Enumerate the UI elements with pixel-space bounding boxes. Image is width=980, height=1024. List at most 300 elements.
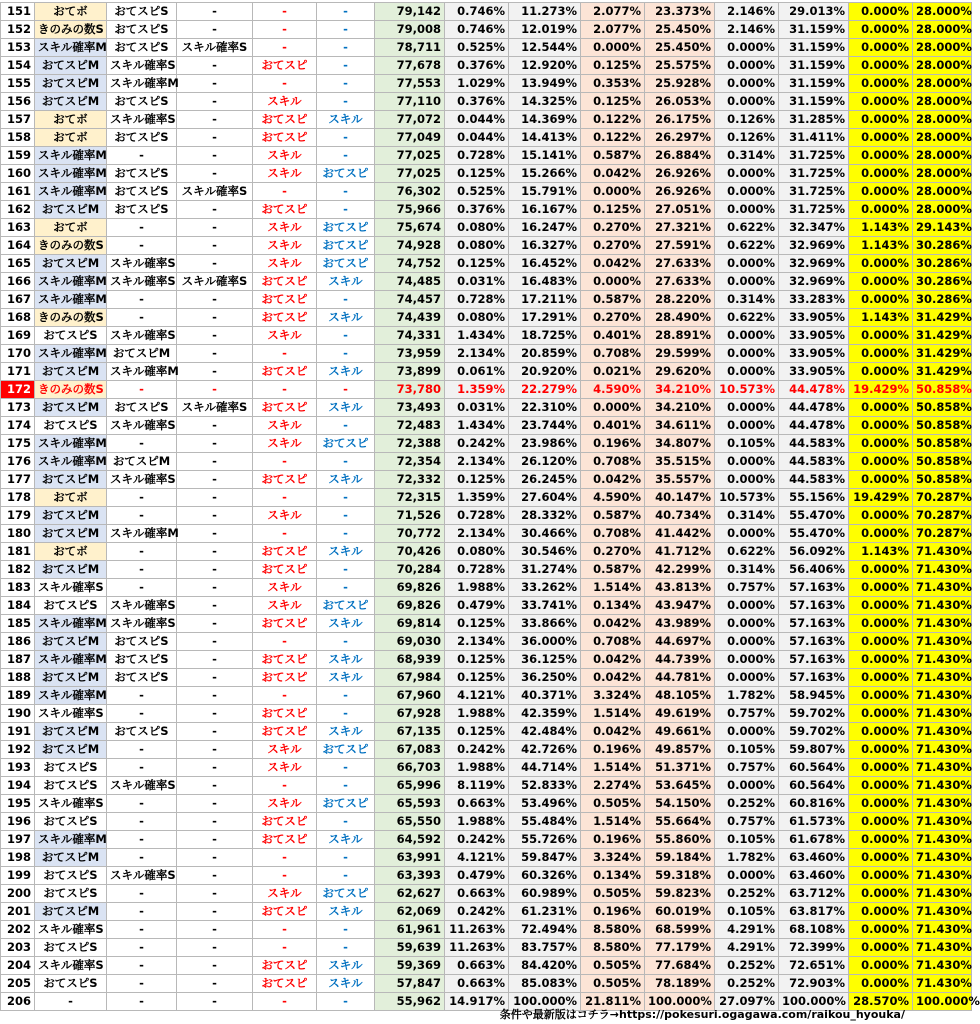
- cum-prob-cell: 12.544%: [509, 39, 581, 57]
- sub-skill-1-cell: スキル確率S: [107, 57, 177, 75]
- nature-down-cell: -: [317, 579, 375, 597]
- nature-up-cell: -: [253, 39, 317, 57]
- table-row: [1, 93, 972, 111]
- prob-cell: 0.125%: [445, 723, 509, 741]
- score-cell: 62,627: [375, 885, 445, 903]
- table-row: [1, 597, 972, 615]
- sub-skill-2-cell: -: [177, 759, 253, 777]
- prob-b-cell: 0.587%: [581, 291, 645, 309]
- rank-cell: 185: [1, 615, 35, 633]
- rank-cell: 205: [1, 975, 35, 993]
- nature-up-cell: おてスピ: [253, 399, 317, 417]
- prob-cell: 0.376%: [445, 201, 509, 219]
- prob-d-cell: 28.570%: [849, 993, 913, 1011]
- prob-c-cell: 0.126%: [715, 111, 779, 129]
- nature-down-cell: -: [317, 39, 375, 57]
- cum-prob-cell: 14.325%: [509, 93, 581, 111]
- table-row: [1, 651, 972, 669]
- prob-c-cell: 0.000%: [715, 201, 779, 219]
- sub-skill-2-cell: -: [177, 885, 253, 903]
- nature-up-cell: -: [253, 777, 317, 795]
- cum-prob-cell: 36.125%: [509, 651, 581, 669]
- table-row: [1, 327, 972, 345]
- rank-cell: 151: [1, 3, 35, 21]
- prob-d-cell: 0.000%: [849, 597, 913, 615]
- main-skill-cell: きのみの数S: [35, 381, 107, 399]
- score-cell: 73,780: [375, 381, 445, 399]
- cum-prob-cell: 23.744%: [509, 417, 581, 435]
- cum-prob-c-cell: 57.163%: [779, 633, 849, 651]
- sub-skill-1-cell: -: [107, 957, 177, 975]
- prob-d-cell: 0.000%: [849, 345, 913, 363]
- prob-b-cell: 0.708%: [581, 345, 645, 363]
- prob-b-cell: 8.580%: [581, 921, 645, 939]
- cum-prob-cell: 40.371%: [509, 687, 581, 705]
- cum-prob-cell: 72.494%: [509, 921, 581, 939]
- cum-prob-b-cell: 40.147%: [645, 489, 715, 507]
- rank-cell: 164: [1, 237, 35, 255]
- nature-up-cell: スキル: [253, 165, 317, 183]
- cum-prob-d-cell: 28.000%: [913, 201, 972, 219]
- prob-d-cell: 1.143%: [849, 219, 913, 237]
- main-skill-cell: おてスピM: [35, 525, 107, 543]
- cum-prob-d-cell: 28.000%: [913, 21, 972, 39]
- prob-c-cell: 0.314%: [715, 561, 779, 579]
- prob-cell: 0.746%: [445, 3, 509, 21]
- prob-d-cell: 0.000%: [849, 777, 913, 795]
- sub-skill-2-cell: -: [177, 939, 253, 957]
- cum-prob-c-cell: 56.092%: [779, 543, 849, 561]
- prob-c-cell: 0.757%: [715, 759, 779, 777]
- cum-prob-d-cell: 50.858%: [913, 471, 972, 489]
- nature-down-cell: おてスピ: [317, 165, 375, 183]
- nature-up-cell: おてスピ: [253, 561, 317, 579]
- table-row: [1, 957, 972, 975]
- prob-b-cell: 1.514%: [581, 759, 645, 777]
- sub-skill-2-cell: -: [177, 363, 253, 381]
- score-cell: 70,772: [375, 525, 445, 543]
- cum-prob-c-cell: 32.347%: [779, 219, 849, 237]
- sub-skill-1-cell: -: [107, 219, 177, 237]
- prob-c-cell: 0.000%: [715, 867, 779, 885]
- rank-cell: 168: [1, 309, 35, 327]
- cum-prob-cell: 22.279%: [509, 381, 581, 399]
- table-row: [1, 399, 972, 417]
- sub-skill-1-cell: -: [107, 741, 177, 759]
- rank-cell: 181: [1, 543, 35, 561]
- prob-c-cell: 0.000%: [715, 651, 779, 669]
- cum-prob-d-cell: 71.430%: [913, 741, 972, 759]
- cum-prob-d-cell: 71.430%: [913, 867, 972, 885]
- cum-prob-b-cell: 48.105%: [645, 687, 715, 705]
- prob-c-cell: 0.757%: [715, 579, 779, 597]
- cum-prob-b-cell: 44.739%: [645, 651, 715, 669]
- main-skill-cell: おてスピS: [35, 885, 107, 903]
- prob-b-cell: 0.134%: [581, 597, 645, 615]
- nature-up-cell: スキル: [253, 597, 317, 615]
- prob-cell: 0.376%: [445, 57, 509, 75]
- cum-prob-cell: 33.741%: [509, 597, 581, 615]
- prob-b-cell: 21.811%: [581, 993, 645, 1011]
- main-skill-cell: おてスピS: [35, 813, 107, 831]
- cum-prob-cell: 12.920%: [509, 57, 581, 75]
- nature-down-cell: -: [317, 687, 375, 705]
- cum-prob-d-cell: 71.430%: [913, 885, 972, 903]
- cum-prob-c-cell: 63.460%: [779, 849, 849, 867]
- sub-skill-1-cell: おてスピS: [107, 399, 177, 417]
- nature-up-cell: -: [253, 921, 317, 939]
- table-row: [1, 903, 972, 921]
- prob-d-cell: 0.000%: [849, 669, 913, 687]
- main-skill-cell: おてスピM: [35, 741, 107, 759]
- cum-prob-cell: 42.726%: [509, 741, 581, 759]
- cum-prob-c-cell: 72.651%: [779, 957, 849, 975]
- footer-note: 条件や最新版はコチラ→https://pokesuri.ogagawa.com/raikou_hyouka/: [499, 1008, 905, 1021]
- prob-b-cell: 0.125%: [581, 93, 645, 111]
- prob-b-cell: 2.077%: [581, 21, 645, 39]
- rank-cell: 204: [1, 957, 35, 975]
- prob-cell: 0.125%: [445, 255, 509, 273]
- prob-b-cell: 0.270%: [581, 237, 645, 255]
- score-cell: 71,526: [375, 507, 445, 525]
- sub-skill-2-cell: -: [177, 633, 253, 651]
- cum-prob-c-cell: 57.163%: [779, 579, 849, 597]
- table-row: [1, 849, 972, 867]
- prob-d-cell: 0.000%: [849, 435, 913, 453]
- cum-prob-b-cell: 43.813%: [645, 579, 715, 597]
- rank-cell: 167: [1, 291, 35, 309]
- prob-d-cell: 1.143%: [849, 543, 913, 561]
- prob-c-cell: 0.000%: [715, 777, 779, 795]
- prob-b-cell: 0.000%: [581, 39, 645, 57]
- score-cell: 74,331: [375, 327, 445, 345]
- prob-cell: 14.917%: [445, 993, 509, 1011]
- nature-down-cell: -: [317, 345, 375, 363]
- prob-cell: 0.746%: [445, 21, 509, 39]
- cum-prob-cell: 55.726%: [509, 831, 581, 849]
- main-skill-cell: おてスピM: [35, 561, 107, 579]
- nature-up-cell: おてスピ: [253, 543, 317, 561]
- main-skill-cell: スキル確率M: [35, 687, 107, 705]
- prob-d-cell: 0.000%: [849, 255, 913, 273]
- sub-skill-1-cell: -: [107, 705, 177, 723]
- cum-prob-b-cell: 78.189%: [645, 975, 715, 993]
- sub-skill-2-cell: -: [177, 615, 253, 633]
- table-row: [1, 489, 972, 507]
- prob-d-cell: 0.000%: [849, 21, 913, 39]
- sub-skill-1-cell: おてスピS: [107, 183, 177, 201]
- nature-down-cell: -: [317, 3, 375, 21]
- sub-skill-2-cell: -: [177, 795, 253, 813]
- table-row: [1, 201, 972, 219]
- sub-skill-1-cell: スキル確率S: [107, 597, 177, 615]
- sub-skill-2-cell: -: [177, 723, 253, 741]
- cum-prob-cell: 33.866%: [509, 615, 581, 633]
- cum-prob-cell: 42.484%: [509, 723, 581, 741]
- nature-down-cell: -: [317, 417, 375, 435]
- cum-prob-d-cell: 71.430%: [913, 849, 972, 867]
- table-row: [1, 417, 972, 435]
- sub-skill-1-cell: おてスピS: [107, 165, 177, 183]
- score-cell: 74,457: [375, 291, 445, 309]
- sub-skill-1-cell: スキル確率S: [107, 417, 177, 435]
- cum-prob-b-cell: 28.891%: [645, 327, 715, 345]
- cum-prob-b-cell: 77.179%: [645, 939, 715, 957]
- cum-prob-b-cell: 28.490%: [645, 309, 715, 327]
- prob-b-cell: 0.134%: [581, 867, 645, 885]
- prob-c-cell: 0.000%: [715, 183, 779, 201]
- nature-down-cell: -: [317, 129, 375, 147]
- nature-down-cell: スキル: [317, 903, 375, 921]
- cum-prob-d-cell: 71.430%: [913, 921, 972, 939]
- prob-c-cell: 0.000%: [715, 345, 779, 363]
- nature-up-cell: -: [253, 21, 317, 39]
- nature-down-cell: -: [317, 849, 375, 867]
- prob-d-cell: 0.000%: [849, 165, 913, 183]
- table-row: [1, 777, 972, 795]
- sub-skill-2-cell: -: [177, 165, 253, 183]
- sub-skill-1-cell: -: [107, 885, 177, 903]
- table-row: [1, 3, 972, 21]
- prob-d-cell: 1.143%: [849, 309, 913, 327]
- nature-up-cell: スキル: [253, 741, 317, 759]
- cum-prob-d-cell: 70.287%: [913, 525, 972, 543]
- prob-cell: 0.061%: [445, 363, 509, 381]
- cum-prob-cell: 85.083%: [509, 975, 581, 993]
- prob-c-cell: 0.622%: [715, 237, 779, 255]
- prob-b-cell: 2.077%: [581, 3, 645, 21]
- prob-b-cell: 0.196%: [581, 903, 645, 921]
- cum-prob-b-cell: 27.633%: [645, 273, 715, 291]
- nature-down-cell: スキル: [317, 471, 375, 489]
- score-cell: 77,025: [375, 165, 445, 183]
- sub-skill-2-cell: -: [177, 219, 253, 237]
- cum-prob-c-cell: 63.460%: [779, 867, 849, 885]
- cum-prob-d-cell: 31.429%: [913, 309, 972, 327]
- prob-d-cell: 0.000%: [849, 111, 913, 129]
- prob-c-cell: 0.000%: [715, 273, 779, 291]
- main-skill-cell: おてスピM: [35, 399, 107, 417]
- nature-down-cell: -: [317, 291, 375, 309]
- sub-skill-1-cell: おてスピM: [107, 453, 177, 471]
- main-skill-cell: おてボ: [35, 3, 107, 21]
- sub-skill-2-cell: -: [177, 597, 253, 615]
- prob-c-cell: 4.291%: [715, 939, 779, 957]
- prob-cell: 0.242%: [445, 435, 509, 453]
- nature-up-cell: スキル: [253, 759, 317, 777]
- table-row: [1, 687, 972, 705]
- sub-skill-2-cell: -: [177, 867, 253, 885]
- cum-prob-c-cell: 57.163%: [779, 597, 849, 615]
- cum-prob-cell: 15.791%: [509, 183, 581, 201]
- cum-prob-b-cell: 44.697%: [645, 633, 715, 651]
- cum-prob-b-cell: 26.175%: [645, 111, 715, 129]
- cum-prob-d-cell: 28.000%: [913, 129, 972, 147]
- cum-prob-c-cell: 32.969%: [779, 237, 849, 255]
- cum-prob-c-cell: 31.725%: [779, 165, 849, 183]
- nature-up-cell: おてスピ: [253, 111, 317, 129]
- nature-down-cell: おてスピ: [317, 219, 375, 237]
- cum-prob-cell: 18.725%: [509, 327, 581, 345]
- prob-cell: 0.663%: [445, 795, 509, 813]
- cum-prob-d-cell: 50.858%: [913, 453, 972, 471]
- cum-prob-c-cell: 56.406%: [779, 561, 849, 579]
- nature-down-cell: -: [317, 759, 375, 777]
- cum-prob-d-cell: 71.430%: [913, 939, 972, 957]
- cum-prob-c-cell: 57.163%: [779, 615, 849, 633]
- sub-skill-1-cell: -: [107, 921, 177, 939]
- sub-skill-1-cell: スキル確率S: [107, 615, 177, 633]
- rank-cell: 175: [1, 435, 35, 453]
- sub-skill-1-cell: スキル確率M: [107, 363, 177, 381]
- sub-skill-2-cell: スキル確率S: [177, 273, 253, 291]
- cum-prob-c-cell: 68.108%: [779, 921, 849, 939]
- sub-skill-1-cell: スキル確率S: [107, 471, 177, 489]
- main-skill-cell: おてボ: [35, 543, 107, 561]
- cum-prob-c-cell: 44.583%: [779, 435, 849, 453]
- rank-cell: 197: [1, 831, 35, 849]
- sub-skill-1-cell: -: [107, 147, 177, 165]
- sub-skill-2-cell: -: [177, 201, 253, 219]
- cum-prob-c-cell: 31.411%: [779, 129, 849, 147]
- cum-prob-b-cell: 26.884%: [645, 147, 715, 165]
- prob-d-cell: 0.000%: [849, 813, 913, 831]
- sub-skill-2-cell: -: [177, 507, 253, 525]
- cum-prob-cell: 28.332%: [509, 507, 581, 525]
- sub-skill-1-cell: おてスピS: [107, 21, 177, 39]
- cum-prob-c-cell: 44.583%: [779, 471, 849, 489]
- cum-prob-cell: 44.714%: [509, 759, 581, 777]
- nature-up-cell: おてスピ: [253, 723, 317, 741]
- prob-cell: 0.044%: [445, 111, 509, 129]
- cum-prob-d-cell: 71.430%: [913, 723, 972, 741]
- sub-skill-1-cell: -: [107, 975, 177, 993]
- prob-d-cell: 0.000%: [849, 183, 913, 201]
- nature-down-cell: おてスピ: [317, 795, 375, 813]
- nature-down-cell: -: [317, 453, 375, 471]
- nature-down-cell: スキル: [317, 273, 375, 291]
- score-cell: 68,939: [375, 651, 445, 669]
- prob-d-cell: 19.429%: [849, 381, 913, 399]
- nature-up-cell: -: [253, 633, 317, 651]
- table-row: [1, 57, 972, 75]
- main-skill-cell: スキル確率S: [35, 579, 107, 597]
- prob-c-cell: 1.782%: [715, 687, 779, 705]
- nature-up-cell: -: [253, 381, 317, 399]
- sub-skill-1-cell: -: [107, 759, 177, 777]
- sub-skill-1-cell: -: [107, 687, 177, 705]
- prob-c-cell: 0.000%: [715, 525, 779, 543]
- main-skill-cell: おてスピM: [35, 633, 107, 651]
- prob-b-cell: 0.505%: [581, 957, 645, 975]
- nature-down-cell: おてスピ: [317, 885, 375, 903]
- sub-skill-2-cell: -: [177, 741, 253, 759]
- cum-prob-d-cell: 28.000%: [913, 147, 972, 165]
- main-skill-cell: スキル確率M: [35, 273, 107, 291]
- prob-c-cell: 0.314%: [715, 507, 779, 525]
- cum-prob-cell: 55.484%: [509, 813, 581, 831]
- main-skill-cell: おてスピM: [35, 723, 107, 741]
- table-row: [1, 237, 972, 255]
- cum-prob-b-cell: 34.611%: [645, 417, 715, 435]
- nature-down-cell: -: [317, 777, 375, 795]
- rank-cell: 152: [1, 21, 35, 39]
- rank-cell: 174: [1, 417, 35, 435]
- score-cell: 77,025: [375, 147, 445, 165]
- cum-prob-cell: 11.273%: [509, 3, 581, 21]
- prob-b-cell: 0.270%: [581, 543, 645, 561]
- table-row: [1, 39, 972, 57]
- table-row: [1, 453, 972, 471]
- main-skill-cell: おてスピM: [35, 471, 107, 489]
- nature-down-cell: おてスピ: [317, 741, 375, 759]
- cum-prob-b-cell: 41.442%: [645, 525, 715, 543]
- score-cell: 79,142: [375, 3, 445, 21]
- rank-cell: 166: [1, 273, 35, 291]
- prob-b-cell: 0.021%: [581, 363, 645, 381]
- sub-skill-2-cell: -: [177, 93, 253, 111]
- prob-b-cell: 0.196%: [581, 435, 645, 453]
- cum-prob-d-cell: 71.430%: [913, 795, 972, 813]
- prob-d-cell: 0.000%: [849, 957, 913, 975]
- nature-down-cell: -: [317, 381, 375, 399]
- sub-skill-2-cell: -: [177, 435, 253, 453]
- cum-prob-c-cell: 33.905%: [779, 345, 849, 363]
- prob-cell: 2.134%: [445, 525, 509, 543]
- nature-up-cell: スキル: [253, 327, 317, 345]
- main-skill-cell: おてスピS: [35, 939, 107, 957]
- nature-up-cell: スキル: [253, 579, 317, 597]
- table-row: [1, 75, 972, 93]
- prob-b-cell: 0.587%: [581, 147, 645, 165]
- cum-prob-cell: 42.359%: [509, 705, 581, 723]
- nature-up-cell: おてスピ: [253, 669, 317, 687]
- rank-cell: 193: [1, 759, 35, 777]
- sub-skill-2-cell: スキル確率S: [177, 183, 253, 201]
- cum-prob-b-cell: 34.807%: [645, 435, 715, 453]
- prob-cell: 0.125%: [445, 471, 509, 489]
- cum-prob-cell: 33.262%: [509, 579, 581, 597]
- main-skill-cell: おてスピM: [35, 849, 107, 867]
- cum-prob-c-cell: 72.903%: [779, 975, 849, 993]
- sub-skill-1-cell: おてスピS: [107, 3, 177, 21]
- score-cell: 74,439: [375, 309, 445, 327]
- cum-prob-cell: 83.757%: [509, 939, 581, 957]
- nature-up-cell: おてスピ: [253, 363, 317, 381]
- table-row: [1, 183, 972, 201]
- nature-down-cell: -: [317, 147, 375, 165]
- nature-up-cell: スキル: [253, 147, 317, 165]
- sub-skill-1-cell: スキル確率S: [107, 327, 177, 345]
- table-row: [1, 165, 972, 183]
- main-skill-cell: きのみの数S: [35, 237, 107, 255]
- prob-c-cell: 0.252%: [715, 795, 779, 813]
- cum-prob-b-cell: 41.712%: [645, 543, 715, 561]
- sub-skill-2-cell: -: [177, 147, 253, 165]
- cum-prob-d-cell: 50.858%: [913, 399, 972, 417]
- cum-prob-cell: 100.000%: [509, 993, 581, 1011]
- cum-prob-cell: 84.420%: [509, 957, 581, 975]
- score-cell: 66,703: [375, 759, 445, 777]
- cum-prob-d-cell: 70.287%: [913, 507, 972, 525]
- prob-b-cell: 4.590%: [581, 381, 645, 399]
- prob-c-cell: 2.146%: [715, 21, 779, 39]
- cum-prob-d-cell: 71.430%: [913, 561, 972, 579]
- nature-down-cell: -: [317, 507, 375, 525]
- prob-cell: 0.242%: [445, 903, 509, 921]
- sub-skill-1-cell: スキル確率S: [107, 867, 177, 885]
- prob-d-cell: 0.000%: [849, 651, 913, 669]
